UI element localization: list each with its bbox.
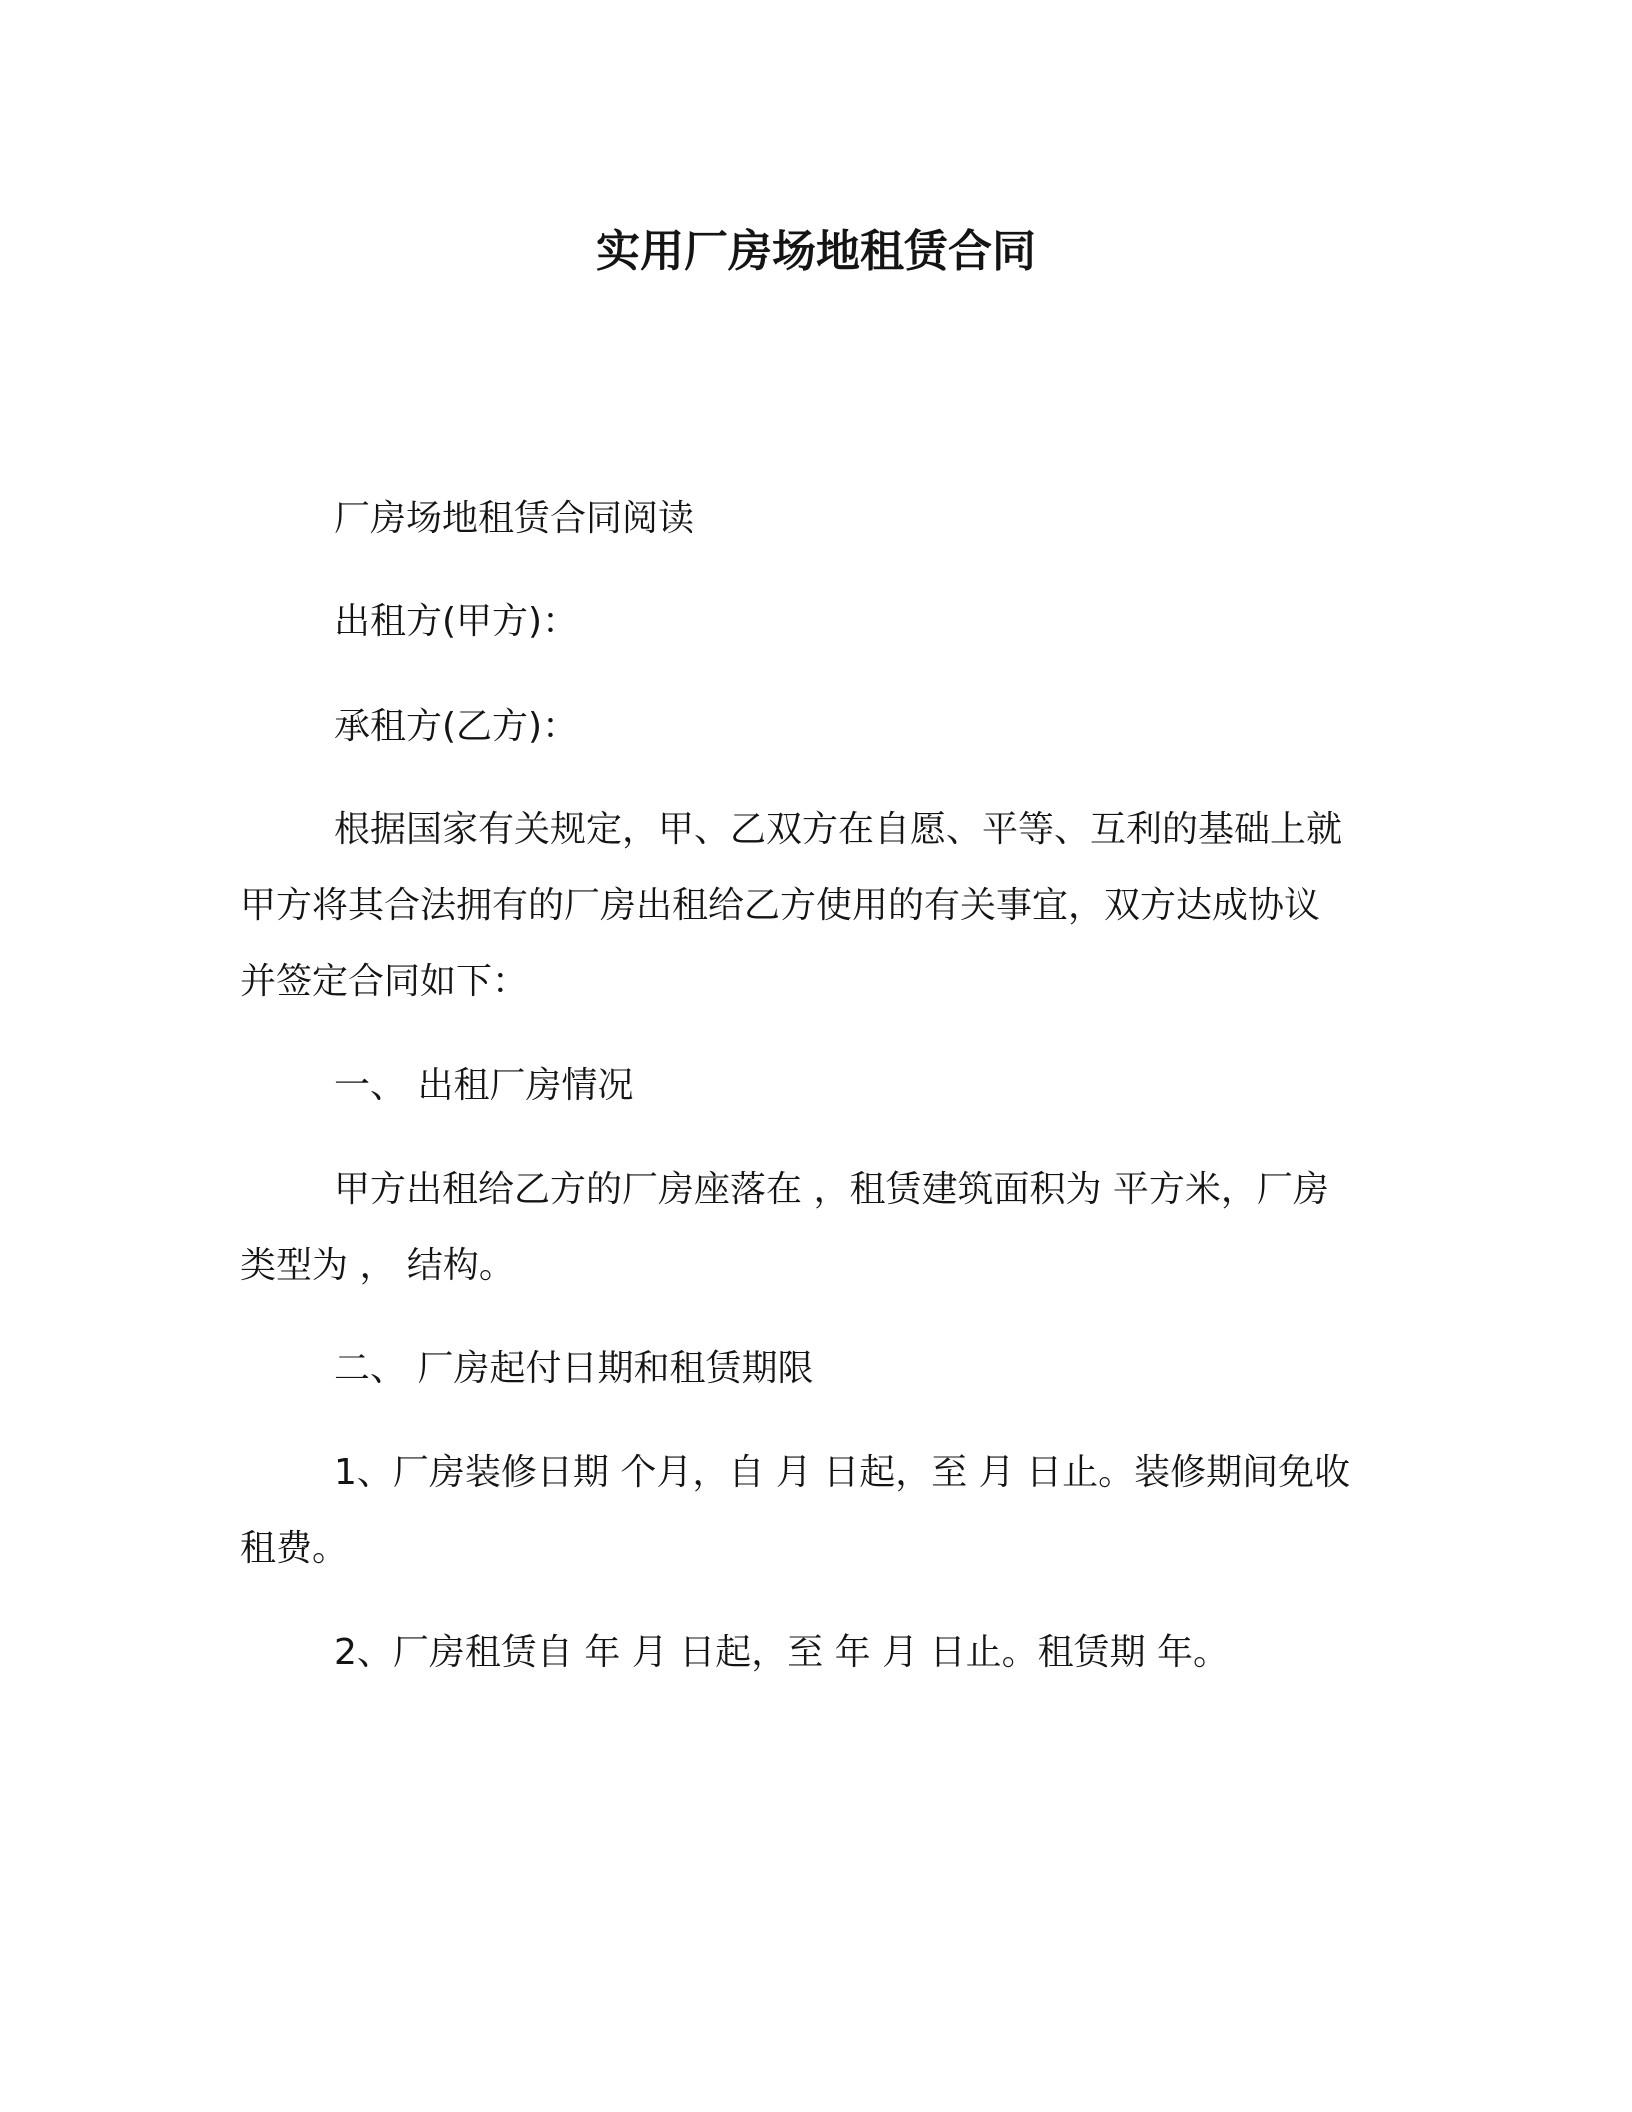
section-1-line-1: 甲方出租给乙方的厂房座落在 ，租赁建筑面积为 平方米，厂房 xyxy=(334,1169,1329,1210)
section-2-heading: 二、 厂房起付日期和租赁期限 xyxy=(334,1348,814,1389)
section-1-heading: 一、 出租厂房情况 xyxy=(334,1065,634,1106)
document-title: 实用厂房场地租赁合同 xyxy=(596,226,1036,277)
clause-2-1-line-1: 1、厂房装修日期 个月，自 月 日起，至 月 日止。装修期间免收 xyxy=(334,1452,1351,1493)
preamble-line-1: 根据国家有关规定，甲、乙双方在自愿、平等、互利的基础上就 xyxy=(334,809,1343,850)
preamble-line-2: 甲方将其合法拥有的厂房出租给乙方使用的有关事宜，双方达成协议 xyxy=(240,885,1321,926)
heading-reading: 厂房场地租赁合同阅读 xyxy=(334,498,695,539)
lessee-party-b: 承租方(乙方)： xyxy=(334,706,579,747)
clause-2-2: 2、厂房租赁自 年 月 日起，至 年 月 日止。租赁期 年。 xyxy=(334,1632,1230,1673)
clause-2-1-line-2: 租费。 xyxy=(240,1528,349,1569)
preamble-line-3: 并签定合同如下： xyxy=(240,961,529,1002)
lessor-party-a: 出租方(甲方)： xyxy=(334,601,579,642)
section-1-line-2: 类型为 ， 结构。 xyxy=(240,1245,515,1286)
